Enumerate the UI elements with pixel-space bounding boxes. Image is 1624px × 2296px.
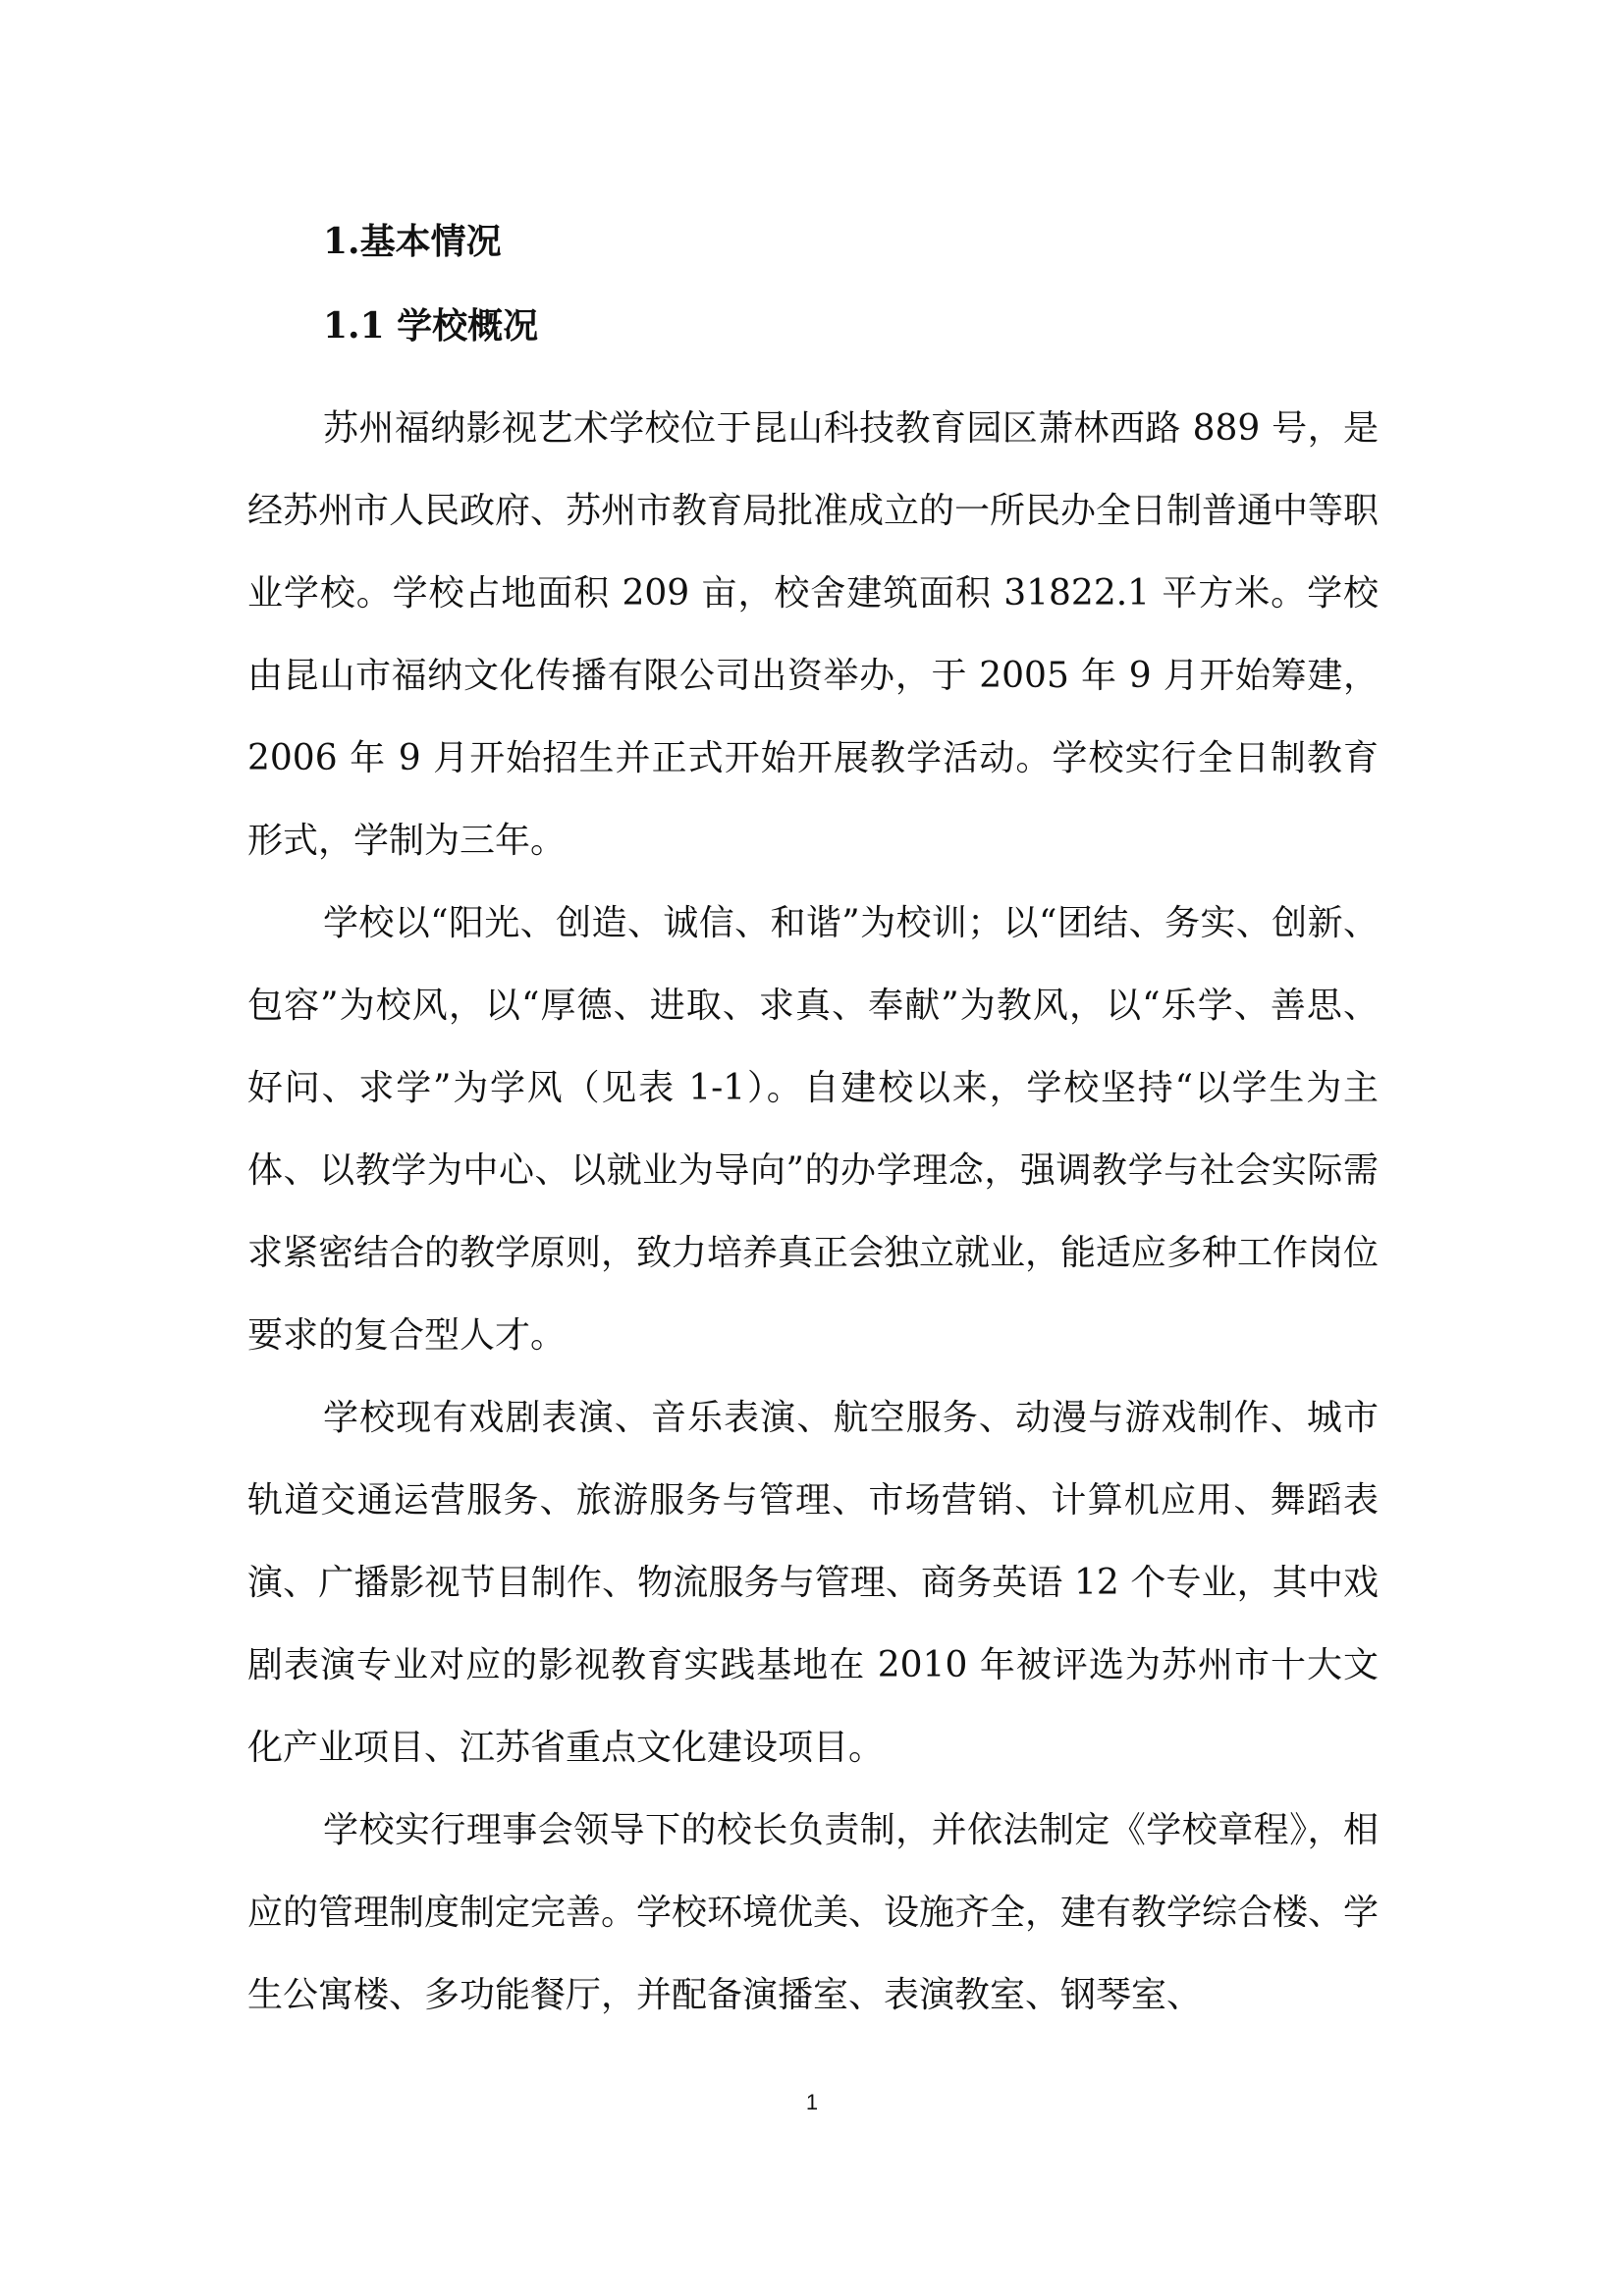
paragraph-school-motto: 学校以“阳光、创造、诚信、和谐”为校训；以“团结、务实、创新、包容”为校风，以“厚德、进取、求真、奉献”为教风，以“乐学、善思、好问、求学”为学风（见表 1-1）。自建校以来，学校坚持“以学生为主体、以教学为中心、以就业为导向”的办学理念，强调教学与社会实际需求紧密结合的教学原则，致力培养真正会独立就业，能适应多种工作岗位要求的复合型人才。 xyxy=(247,903,1380,1356)
subsection-heading: 1.1 学校概况 xyxy=(323,305,539,347)
paragraph-management: 学校实行理事会领导下的校长负责制，并依法制定《学校章程》，相应的管理制度制定完善。学校环境优美、设施齐全，建有教学综合楼、学生公寓楼、多功能餐厅，并配备演播室、表演教室、钢琴室、 xyxy=(247,1810,1380,2015)
section-heading: 1.基本情况 xyxy=(323,221,502,262)
paragraph-majors: 学校现有戏剧表演、音乐表演、航空服务、动漫与游戏制作、城市轨道交通运营服务、旅游服务与管理、市场营销、计算机应用、舞蹈表演、广播影视节目制作、物流服务与管理、商务英语 12 个专业，其中戏剧表演专业对应的影视教育实践基地在 2010 年被评选为苏州市十大文化产业项目、江苏省重点文化建设项目。 xyxy=(247,1398,1379,1768)
paragraph-school-location: 苏州福纳影视艺术学校位于昆山科技教育园区萧林西路 889 号，是经苏州市人民政府、苏州市教育局批准成立的一所民办全日制普通中等职业学校。学校占地面积 209 亩，校舍建筑面积 31822.1 平方米。学校由昆山市福纳文化传播有限公司出资举办，于 2005 年 9 月开始筹建，2006 年 9 月开始招生并正式开始开展教学活动。学校实行全日制教育形式，学制为三年。 xyxy=(247,408,1380,861)
page-number: 1 xyxy=(805,2090,819,2114)
